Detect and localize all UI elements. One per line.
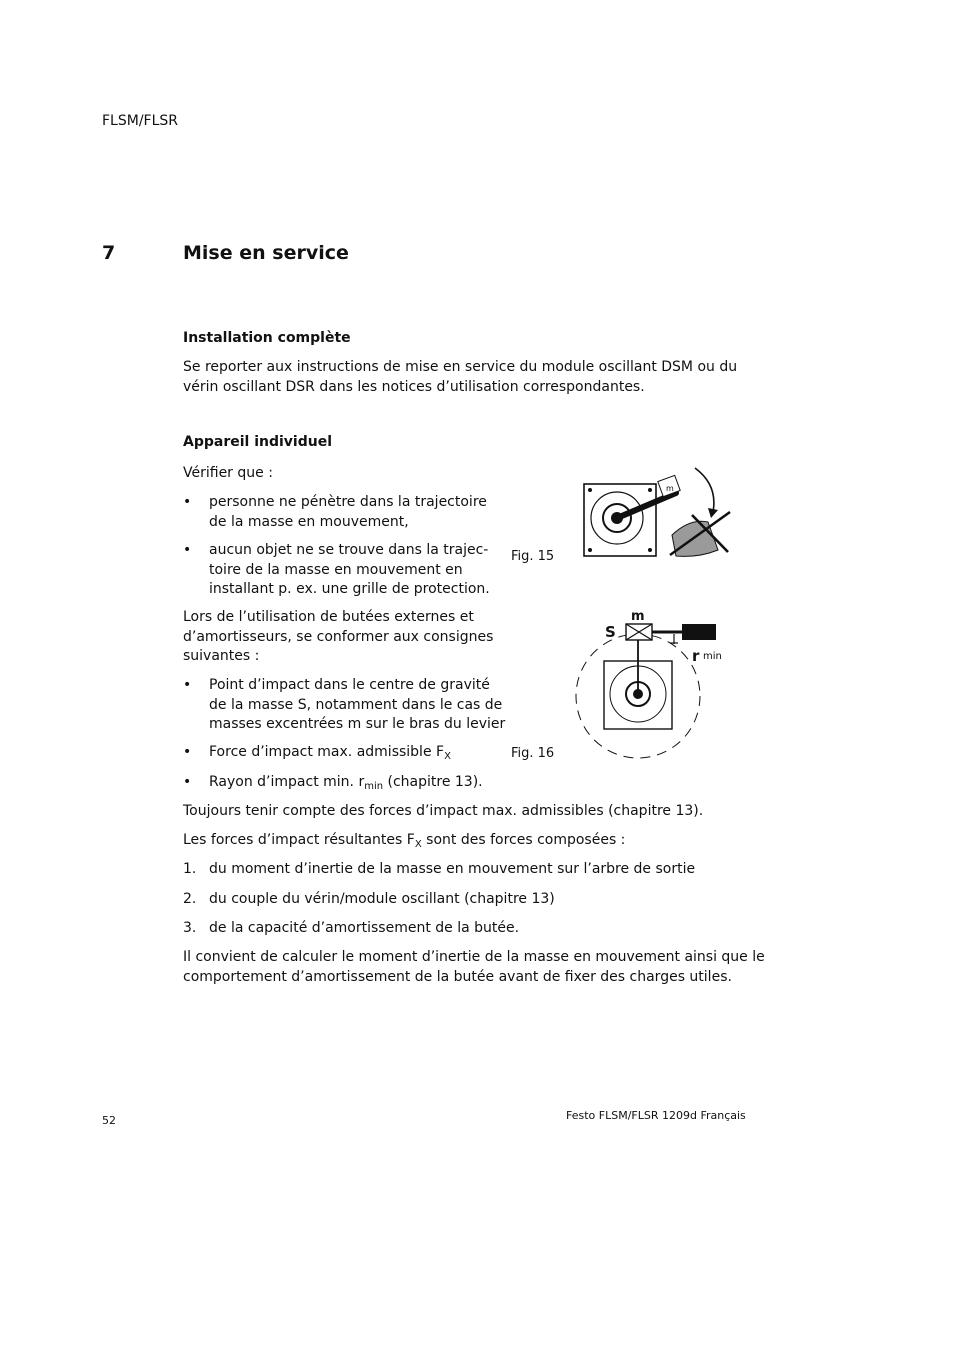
numbered-item-1 xyxy=(183,860,703,882)
bullet-item-4 xyxy=(183,743,503,765)
lors-line-1: Lors de l’utilisation de butées externes et xyxy=(183,609,474,625)
bullet-marker: • xyxy=(183,774,192,790)
forces-post: sont des forces composées : xyxy=(421,832,626,848)
forces-pre: Les forces d’impact résultantes F xyxy=(183,832,415,848)
numbered-item-2 xyxy=(183,890,703,912)
lors-line-3: suivantes : xyxy=(183,648,260,664)
bullet-2-line-3: installant p. ex. une grille de protection. xyxy=(209,581,490,597)
bullet-item-1 xyxy=(183,493,493,533)
fig15-arrowhead xyxy=(708,508,718,518)
bullet-marker: • xyxy=(183,677,192,693)
section-heading-appareil: Appareil individuel xyxy=(183,434,332,450)
forces-subscript: X xyxy=(414,839,422,850)
shock-absorber-icon xyxy=(682,624,716,640)
bullet-2-line-1: aucun objet ne se trouve dans la trajec- xyxy=(209,542,489,558)
lors-line-2: d’amortisseurs, se conformer aux consignes xyxy=(183,628,494,645)
running-header: FLSM/FLSR xyxy=(102,113,179,129)
conclusion-line-1: Il convient de calculer le moment d’inertie de la masse en mouvement ainsi que le xyxy=(183,949,765,965)
installation-paragraph xyxy=(183,358,737,397)
bullet-4-text: Force d’impact max. admissible F xyxy=(209,744,445,760)
chapter-number: 7 xyxy=(102,242,116,264)
lors-paragraph xyxy=(183,608,493,667)
bullet-4-subscript: X xyxy=(444,751,451,762)
verifier-intro: Vérifier que : xyxy=(183,465,273,481)
forces-paragraph xyxy=(183,831,625,851)
section-heading-installation: Installation complète xyxy=(183,330,351,346)
bullet-1-line-2: de la masse en mouvement, xyxy=(209,513,409,530)
bullet-1-line-1: personne ne pénètre dans la trajectoire xyxy=(209,494,487,510)
installation-line-2: vérin oscillant DSR dans les notices d’utilisation correspondantes. xyxy=(183,378,645,395)
conclusion-line-2: comportement d’amortissement de la butée avant de fixer des charges utiles. xyxy=(183,968,732,985)
bullet-2-line-2: toire de la masse en mouvement en xyxy=(209,561,463,578)
bullet-marker: • xyxy=(183,542,192,558)
numbered-2-text: du couple du vérin/module oscillant (chapitre 13) xyxy=(209,891,555,907)
number-marker: 2. xyxy=(183,891,197,907)
fig16-r-label: r xyxy=(692,647,700,665)
bullet-item-5 xyxy=(183,773,503,795)
bullet-item-2 xyxy=(183,541,493,601)
fig15-bolt xyxy=(588,548,592,552)
numbered-item-3 xyxy=(183,919,703,941)
bullet-3-line-1: Point d’impact dans le centre de gravité xyxy=(209,677,490,693)
fig15-mass-label: m xyxy=(666,484,674,493)
chapter-title: Mise en service xyxy=(183,242,349,264)
bullet-marker: • xyxy=(183,494,192,510)
fig15-lever-arm xyxy=(617,493,676,518)
fig16-caption: Fig. 16 xyxy=(511,746,555,761)
bullet-5-subscript: min xyxy=(364,781,384,792)
numbered-3-text: de la capacité d’amortissement de la butée. xyxy=(209,920,520,936)
bullet-5-tail: (chapitre 13). xyxy=(383,774,483,790)
bullet-3-line-3: masses excentrées m sur le bras du levier xyxy=(209,716,506,732)
fig15-motion-arrow xyxy=(695,468,714,512)
fig16-min-label: min xyxy=(703,651,722,662)
fig16-mass-label: m xyxy=(631,609,645,624)
number-marker: 1. xyxy=(183,861,197,877)
page-number: 52 xyxy=(102,1114,116,1127)
bullet-item-3 xyxy=(183,676,506,736)
installation-line-1: Se reporter aux instructions de mise en service du module oscillant DSM ou du xyxy=(183,359,738,375)
bullet-3-line-2: de la masse S, notamment dans le cas de xyxy=(209,696,503,713)
fig16-s-label: S xyxy=(605,623,616,641)
bullet-5-text: Rayon d’impact min. r xyxy=(209,774,365,790)
footer-doc-ref: Festo FLSM/FLSR 1209d Français xyxy=(566,1109,746,1122)
fig15-illustration xyxy=(580,460,740,565)
fig15-bolt xyxy=(648,488,652,492)
toujours-paragraph: Toujours tenir compte des forces d’impact max. admissibles (chapitre 13). xyxy=(183,803,704,819)
bullet-marker: • xyxy=(183,744,192,760)
fig16-illustration xyxy=(570,606,740,762)
fig15-bolt xyxy=(588,488,592,492)
numbered-1-text: du moment d’inertie de la masse en mouvement sur l’arbre de sortie xyxy=(209,861,696,877)
fig15-bolt xyxy=(648,548,652,552)
fig15-caption: Fig. 15 xyxy=(511,549,555,564)
number-marker: 3. xyxy=(183,920,197,936)
conclusion-paragraph xyxy=(183,948,765,987)
